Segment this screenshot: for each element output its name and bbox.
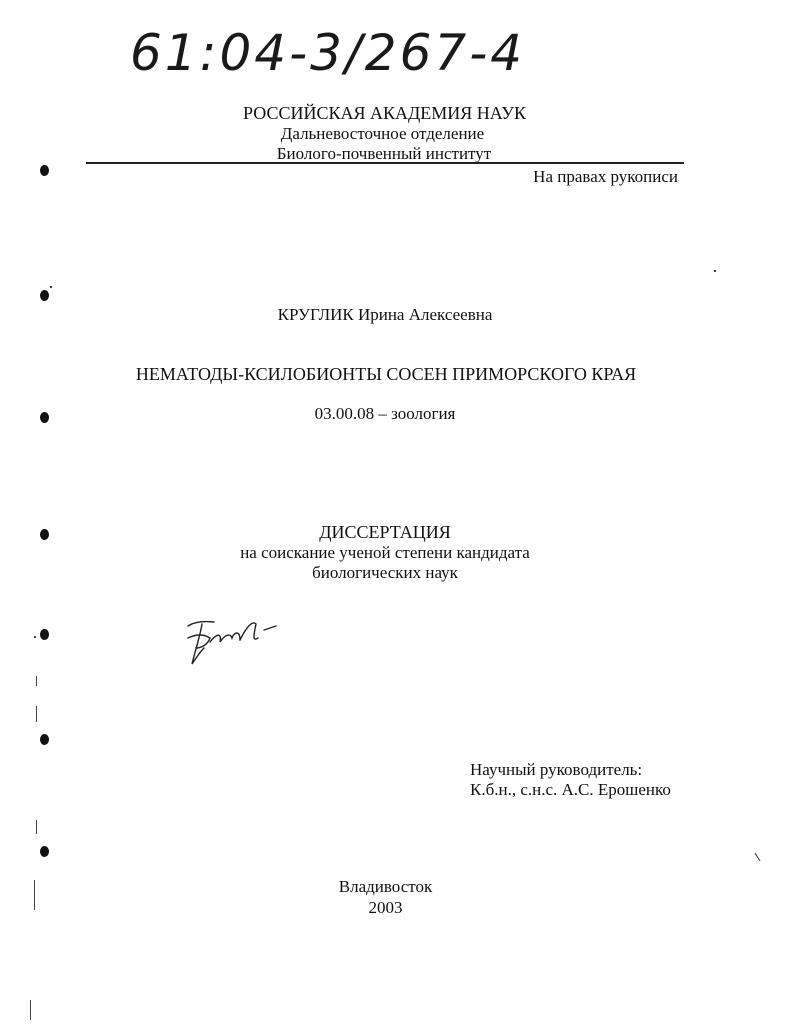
scan-speck [36,706,37,722]
dissertation-title: НЕМАТОДЫ-КСИЛОБИОНТЫ СОСЕН ПРИМОРСКОГО КРАЯ [135,364,637,384]
institute-name: Биолого-почвенный институт [276,144,492,163]
punch-hole-mark [40,290,49,301]
punch-hole-mark [40,629,49,640]
scan-speck [34,636,36,638]
degree-line-2: биологических наук [312,563,458,582]
author-name: КРУГЛИК Ирина Алексеевна [277,305,493,324]
svg-text:61:04-3/267-4: 61:04-3/267-4 [130,24,526,82]
supervisor-label: Научный руководитель: [470,760,643,779]
scan-speck [34,880,35,910]
punch-hole-mark [40,165,49,176]
rights-note: На правах рукописи [533,167,678,186]
scan-speck [50,286,52,288]
scan-speck [30,1000,31,1020]
scan-speck [714,270,716,272]
header-divider [86,162,684,164]
handwritten-archive-number [128,18,568,88]
specialty-code: 03.00.08 – зоология [314,404,456,423]
dissertation-heading: ДИССЕРТАЦИЯ [319,522,451,542]
scan-speck [754,852,762,862]
punch-hole-mark [40,846,49,857]
degree-line-1: на соискание ученой степени кандидата [240,543,530,562]
supervisor-name: К.б.н., с.н.с. А.С. Ерошенко [470,780,671,799]
punch-hole-mark [40,734,49,745]
scan-speck [36,676,37,686]
punch-hole-mark [40,529,49,540]
punch-hole-mark [40,412,49,423]
year: 2003 [368,898,403,917]
scan-speck [36,820,37,834]
city: Владивосток [338,877,433,896]
branch-name: Дальневосточное отделение [280,124,485,143]
author-signature [180,612,290,672]
academy-name: РОССИЙСКАЯ АКАДЕМИЯ НАУК [243,103,526,123]
